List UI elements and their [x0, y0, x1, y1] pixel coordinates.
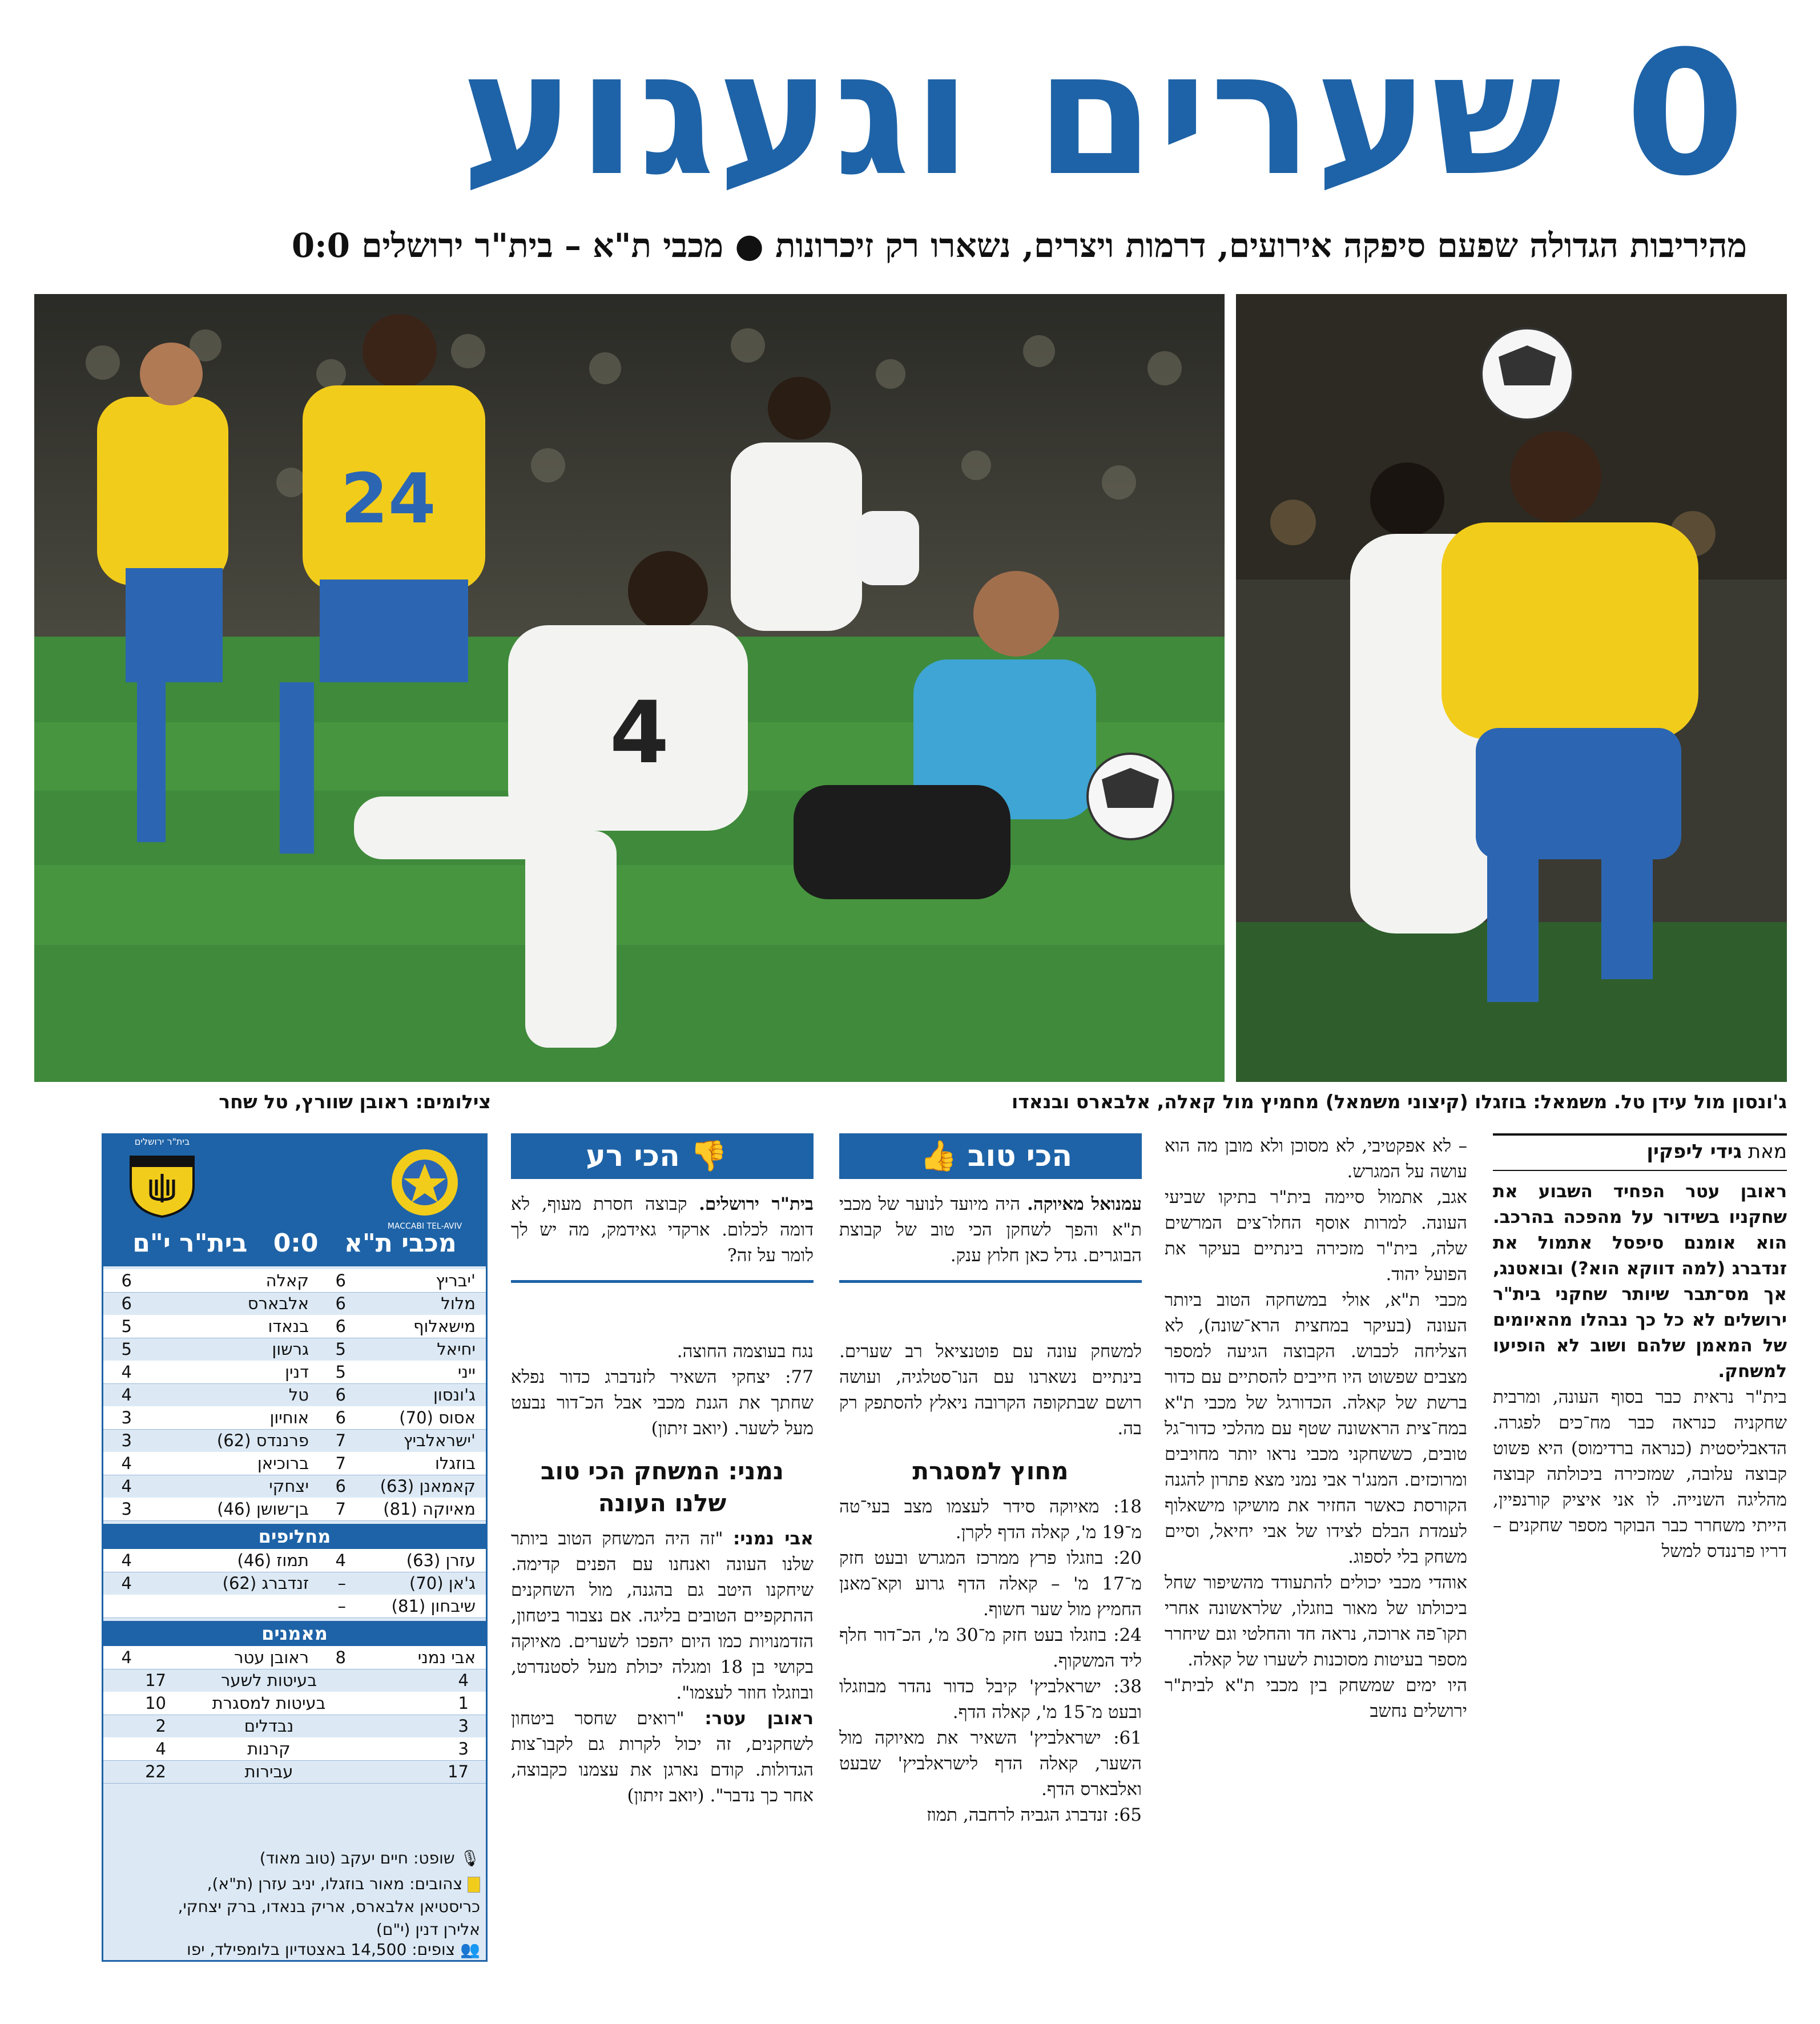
article-paragraph: היו ימים שמשחק בין מכבי ת"א לבית"ר ירושלים נחשב [1165, 1675, 1467, 1721]
player-name: אבי נמני [417, 1648, 476, 1667]
lineup-row [103, 1452, 486, 1475]
player-name: ישראלביץ' [403, 1431, 476, 1450]
lineup-row [103, 1292, 486, 1315]
player-rating: 4 [121, 1551, 132, 1570]
stat-value: 3 [458, 1716, 469, 1736]
player-name: מלול [441, 1294, 476, 1313]
beitar-crest-icon [125, 1145, 199, 1220]
stat-label: נבדלים [244, 1716, 294, 1736]
lineup-row [103, 1269, 486, 1293]
whistle-icon: 🎙 [460, 1849, 480, 1868]
match-scorebox [102, 1133, 488, 1962]
worst-box [511, 1133, 814, 1305]
jersey-number-24: 24 [340, 460, 436, 539]
lineup-row [103, 1498, 486, 1521]
article-lead: ראובן עטר הפחיד השבוע את שחקניו בשידור על מהפכה בהרכב. הוא אומנם סיפסל אתמול את זנדברג (למה דווקא הוא?) ובואטנג, אך מס־תבר שיותר שחקני בית"ר ירושלים לא כל כך נבהלו מהאיומים של המאמן שלהם ושוב לא הופיעו למשחק. [1493, 1181, 1787, 1382]
timeline-event: 18: מאיוקה סידר לעצמו מצב בעי־טה מ־19 מ', קאלה הדף לקרן. [839, 1496, 1142, 1543]
coach-row [103, 1646, 486, 1669]
player-rating: 5 [335, 1339, 346, 1359]
player-rating: 3 [121, 1408, 132, 1427]
player-rating: 5 [335, 1362, 346, 1382]
player-name: אלבארס [247, 1294, 309, 1313]
player-name: בוזגלו [434, 1454, 476, 1473]
thumbs-down-icon: 👎 [690, 1139, 727, 1173]
stats-row [103, 1715, 486, 1738]
subs-row [103, 1549, 486, 1572]
player-name: תמוז (46) [237, 1551, 309, 1570]
quote-text: "רואים שחסר ביטחון לשחקנים, זה יכול לקרות גם לקבו־צות הגדולות. קודם נארגן את עצמנו כקבוצה, אחר כך נדבר". (יואב זיתון) [511, 1708, 814, 1806]
best-box-header [839, 1133, 1142, 1179]
byline-author: גידי ליפקין [1646, 1140, 1742, 1163]
player-name: יחיאל [437, 1339, 476, 1359]
stat-label: בעיטות למסגרת [212, 1693, 326, 1713]
player-name: ג'אן (70) [409, 1574, 476, 1593]
article-paragraph: בית"ר נראית כבר בסוף העונה, ומרבית שחקניה כנראה כבר מח־כים לפגרה. הדאבליסטית (כנראה ברדימוס) היא פשוט קבוצה עלובה, שמזכירה ביכולתה קבוצה מהליגה השנייה. לו אני איציק קורנפיין, הייתי משחרר כבר הבוקר מספר שחקנים – דריו פרננדס למשל [1493, 1387, 1787, 1562]
player-rating: 4 [335, 1551, 346, 1570]
yellows-line [109, 1872, 480, 1897]
article-paragraph: מכבי ת"א, אולי במשחקה הטוב ביותר העונה (בעיקר במחצית הרא־שונה), לא הצליחה לכבוש. הקבוצה הגיעה למספר מצבים שפשוט היו חייבים להסתיים עם כדור ברשת של קאלה. הכדורגל של מכבי ת"א במח־צית הראשונה שטף עם מהלכי כדור־גל טובים, כששחקני מכבי נראו יותר מחויבים ומרוכזים. המנג'ר אבי נמני מצא פתרון להגנה הקורסת כאשר החזיר את מושיקו מישאלוף לעמדת הבלם לצידו של אבי יחיאל, וסיים משחק בלי לספוג. [1165, 1290, 1467, 1567]
player-name: גרשון [272, 1339, 309, 1359]
player-name: טל [288, 1385, 309, 1405]
timeline-event: 20: בוזגלו פרץ ממרכז המגרש ובעט חזק מ־17 מ' – קאלה הדף גרוע וקא־מאנן החמיץ מול שער חשוף. [839, 1548, 1142, 1620]
worst-box-header [511, 1133, 814, 1179]
best-box [839, 1133, 1142, 1305]
stat-value: 22 [145, 1762, 166, 1781]
player-name: אסוס (70) [399, 1408, 476, 1427]
timeline-event: 24: בוזגלו בעט חזק מ־30 מ', הכ־דור חלף ליד המשקוף. [839, 1625, 1142, 1671]
lineup-row [103, 1475, 486, 1498]
lineup-row [103, 1315, 486, 1338]
player-name: פרננדס (62) [216, 1431, 309, 1450]
stat-value: 17 [145, 1671, 166, 1690]
timeline-title: מחוץ למסגרת [912, 1457, 1069, 1485]
stat-value: 3 [458, 1739, 469, 1759]
worst-team: בית"ר ירושלים. [699, 1194, 814, 1214]
yellows-line-3: אלירן דנין (י"ם) [376, 1920, 480, 1939]
best-box-title: הכי טוב [967, 1139, 1073, 1173]
lineup-row [103, 1361, 486, 1384]
ball [1481, 328, 1573, 420]
subs-row [103, 1572, 486, 1595]
crowd-line [109, 1937, 480, 1962]
stat-label: קרנות [247, 1739, 291, 1759]
yellows-line-2: כריסטיאן אלבארס, אריק בנאדו, ברק יצחקי, [178, 1897, 480, 1916]
crowd-icon: 👥 [460, 1940, 480, 1959]
player-name: בן־שושן (46) [217, 1499, 309, 1519]
worst-text: קבוצה חסרת מעוף, לא דומה לכלום. ארקדי גאידמק, מה יש לך לומר על זה? [511, 1194, 814, 1266]
stat-value: 17 [448, 1762, 469, 1781]
player-name: ג'ונסון [433, 1385, 476, 1405]
player-name: יבריץ' [436, 1271, 476, 1290]
player-name: ברוכיאן [257, 1454, 309, 1473]
player-rating: 4 [121, 1454, 132, 1473]
player-rating: 6 [121, 1271, 132, 1290]
lineup-row [103, 1383, 486, 1407]
article-paragraph: אגב, אתמול סיימה בית"ר בתיקו שביעי העונה. למרות אוסף החלו־צים המרשים שלה, בית"ר מזכירה בינתיים בעיקר את הפועל יהוד. [1165, 1187, 1467, 1285]
player-rating: 6 [335, 1385, 346, 1405]
player-rating: 6 [121, 1294, 132, 1313]
player-rating: – [337, 1574, 346, 1593]
article-paragraph: – לא אפקטיבי, לא מסוכן ולא מובן מה הוא עושה על המגרש. [1165, 1136, 1467, 1182]
stat-value: 4 [155, 1739, 166, 1759]
timeline-event: 65: זנדברג הגביה לרחבה, תמוז [927, 1805, 1142, 1825]
player-rating: 7 [335, 1499, 346, 1519]
stat-value: 10 [145, 1693, 166, 1713]
yellow-card-icon [468, 1877, 480, 1893]
player-rating: 5 [121, 1317, 132, 1336]
player-rating: 4 [121, 1648, 132, 1667]
player-rating: 4 [121, 1574, 132, 1593]
headline: 0 שערים וגעגוע [461, 14, 1747, 214]
timeline-event: נגח בעוצמה החוצה. [677, 1341, 814, 1362]
stats-row [103, 1669, 486, 1692]
referee: שופט: חיים יעקב (טוב מאוד) [259, 1849, 455, 1868]
home-team: מכבי ת"א [344, 1229, 457, 1258]
lineup-row [103, 1429, 486, 1452]
photo-caption: ג'ונסון מול עידן טל. משמאל: בוזגלו (קיצוני משמאל) מחמיץ מול קאלה, אלבארס ובנאדו [1012, 1091, 1787, 1113]
referee-line [109, 1846, 480, 1871]
stats-row [103, 1737, 486, 1761]
maccabi-logo [387, 1145, 462, 1231]
quote-text: "זה היה המשחק הטוב ביותר שלנו העונה ואנחנו עם הפנים קדימה. שיחקנו היטב גם בהגנה, מול השחקנים ההתקפיים הטובים בליגה. אם נצבור ביטחון, הזדמנויות כמו היום יהפכו לשערים. מאיוקה בקושי בן 18 ומגלה יכולת מעל לסטנדרט, ובוזגלו חוזר לעצמו". [511, 1528, 814, 1703]
article-paragraph: למשחק עונה עם פוטנציאל רב שערים. בינתיים נשארנו עם הנו־סטלגיה, ועושה רושם שבתקופה הקרובה ניאלץ להסתפק רק בה. [839, 1341, 1142, 1439]
stat-value: 4 [458, 1671, 469, 1690]
article-column-1 [1493, 1179, 1787, 1750]
ball [1088, 754, 1173, 839]
player-name: ייני [457, 1362, 476, 1382]
yellow-cards: צהובים: מאור בוזגלו, יניב עזרן (ת"א), [207, 1874, 463, 1893]
lineup-row [103, 1338, 486, 1361]
divider [511, 1280, 814, 1283]
player-rating: 4 [121, 1476, 132, 1496]
beitar-logo-text: בית"ר ירושלים [134, 1136, 190, 1147]
scoreline [103, 1226, 486, 1261]
player-rating: 4 [121, 1362, 132, 1382]
article-paragraph: אוהדי מכבי יכולים להתעודד מהשיפור שחל ביכולתו של מאור בוזגלו, שלראשונה אחרי תקו־פה ארוכה, נראה חד והחלטי וגם שיחרר מספר בעיטות מסוכנות לשערו של קאלה. [1165, 1572, 1467, 1670]
stats-row [103, 1760, 486, 1784]
stat-value: 2 [155, 1716, 166, 1736]
player-name: שיבחון (81) [391, 1596, 476, 1616]
timeline-event: 77: יצחקי השאיר לזנדברג כדור נפלא שחתך את הגנת מכבי אבל הכ־דור נבעט מעל לשער. (יואב זיתון) [511, 1367, 814, 1439]
quote-speaker: אבי נמני: [733, 1528, 814, 1549]
best-text: היה מיועד לנוער של מכבי ת"א והפך לשחקן הכי טוב של קבוצת הבוגרים. גדל כאן חלוץ ענק. [839, 1194, 1142, 1266]
jersey-number-4: 4 [609, 683, 670, 783]
player-name: עזרן (63) [406, 1551, 476, 1570]
coaches-header: מאמנים [103, 1621, 486, 1646]
photo-credit: צילומים: ראובן שוורץ, טל שחר [219, 1091, 491, 1113]
player-rating: 3 [121, 1499, 132, 1519]
subs-row [103, 1595, 486, 1618]
article-column-4 [511, 1339, 814, 1990]
player-rating: 8 [335, 1648, 346, 1667]
player-rating: 6 [335, 1294, 346, 1313]
stat-value: 1 [458, 1693, 469, 1713]
score: 0:0 [273, 1229, 319, 1258]
player-name: אוחיון [269, 1408, 309, 1427]
scorebox-header [103, 1135, 486, 1266]
best-player: עמנואל מאיוקה. [1027, 1194, 1142, 1214]
timeline-event: 38: ישראלביץ' קיבל כדור נהדר מבוזגלו ובעט מ־15 מ', קאלה הדף. [839, 1676, 1142, 1723]
player-name: יצחקי [269, 1476, 309, 1496]
player-rating: – [337, 1596, 346, 1616]
player-name: קאלה [265, 1271, 309, 1290]
secondary-photo [1236, 294, 1787, 1082]
quote-speaker: ראובן עטר: [704, 1708, 814, 1729]
lineup-row [103, 1406, 486, 1430]
player-rating: 6 [335, 1271, 346, 1290]
beitar-logo [125, 1136, 199, 1220]
player-rating: 7 [335, 1431, 346, 1450]
player-name: קאמאנן (63) [380, 1476, 476, 1496]
player-rating: 4 [121, 1385, 132, 1405]
player-rating: 6 [335, 1476, 346, 1496]
player-rating: 5 [121, 1339, 132, 1359]
player-name: ראובן עטר [234, 1648, 309, 1667]
divider [839, 1280, 1142, 1283]
stats-row [103, 1692, 486, 1715]
stat-label: בעיטות לשער [221, 1671, 317, 1690]
maccabi-crest-icon [388, 1145, 462, 1220]
player-name: דנין [285, 1362, 309, 1382]
main-photo-illustration [34, 294, 1225, 1082]
subheadline: מהיריבות הגדולה שפעם סיפקה אירועים, דרמות ויצרים, נשארו רק זיכרונות ● מכבי ת"א – בית"ר ירושלים 0:0 [291, 226, 1747, 265]
maccabi-logo-text: MACCABI TEL-AVIV [387, 1222, 462, 1231]
crowd: צופים: 14,500 באצטדיון בלומפילד, יפו [187, 1940, 456, 1959]
secondary-photo-illustration [1236, 294, 1787, 1082]
main-photo [34, 294, 1225, 1082]
player-rating: 6 [335, 1317, 346, 1336]
article-column-2 [1165, 1133, 1467, 1990]
worst-box-title: הכי רע [586, 1139, 680, 1173]
player-name: בנאדו [268, 1317, 309, 1336]
player-name: מישאלוף [413, 1317, 476, 1336]
timeline-event: 61: ישראלביץ' השאיר את מאיוקה מול השער, קאלה הדף לישראלביץ' שבעט ואלבארס הדף. [839, 1728, 1142, 1800]
player-name: מאיוקה (81) [383, 1499, 476, 1519]
byline [1493, 1133, 1787, 1171]
stat-label: עבירות [244, 1762, 293, 1781]
article-column-3 [839, 1339, 1142, 1990]
byline-prefix: מאת [1747, 1140, 1787, 1163]
player-rating: 6 [335, 1408, 346, 1427]
player-name: זנדברג (62) [222, 1574, 309, 1593]
subs-header: מחליפים [103, 1524, 486, 1549]
away-team: בית"ר י"ם [132, 1229, 248, 1258]
player-rating: 3 [121, 1431, 132, 1450]
player-rating: 7 [335, 1454, 346, 1473]
quotes-title: נמני: המשחק הכי טוב שלנו העונה [541, 1457, 784, 1517]
thumbs-up-icon: 👍 [920, 1139, 957, 1173]
